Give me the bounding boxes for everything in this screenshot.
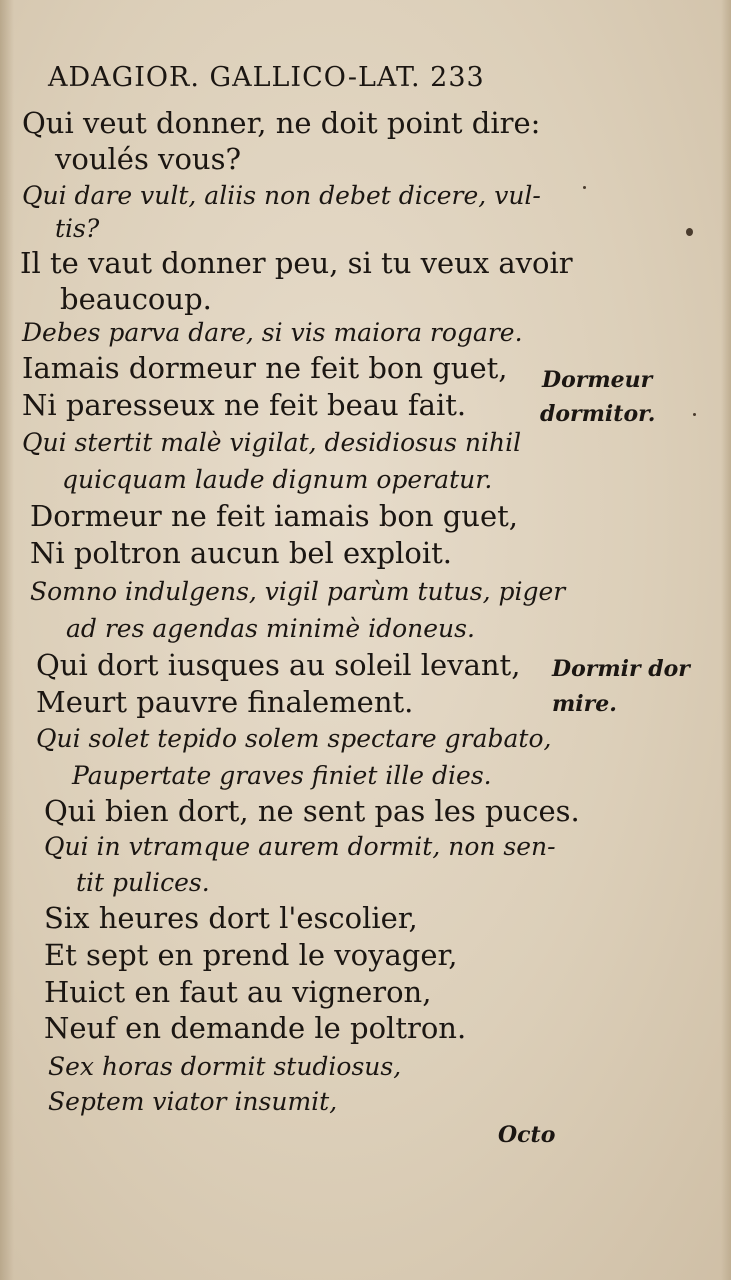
text-line: Six heures dort l'escolier,: [44, 901, 418, 935]
ink-speck: [693, 413, 696, 416]
text-line: Ni poltron aucun bel exploit.: [30, 536, 453, 570]
text-line: Neuf en demande le poltron.: [44, 1011, 467, 1045]
text-line: Paupertate graves finiet ille dies.: [72, 761, 492, 790]
page-edge-shadow-left: [0, 0, 14, 1280]
text-line: Dormeur ne feit iamais bon guet,: [30, 499, 519, 533]
text-line: Il te vaut donner peu, si tu veux avoir: [20, 246, 573, 280]
text-line: Iamais dormeur ne feit bon guet,: [22, 351, 508, 385]
text-line: Qui stertit malè vigilat, desidiosus nihil: [22, 428, 522, 457]
text-line: tit pulices.: [76, 868, 210, 897]
text-line: Qui in vtramque aurem dormit, non sen-: [44, 832, 556, 861]
text-line: Septem viator insumit,: [48, 1087, 338, 1116]
text-line: Et sept en prend le voyager,: [44, 938, 458, 972]
text-line: Huict en faut au vigneron,: [44, 975, 432, 1009]
text-line: Qui bien dort, ne sent pas les puces.: [44, 794, 580, 828]
text-line: Qui veut donner, ne doit point dire:: [22, 106, 541, 140]
text-line: Debes parva dare, si vis maiora rogare.: [22, 318, 523, 347]
text-line: tis?: [55, 214, 100, 243]
text-line: Somno indulgens, vigil parùm tutus, piger: [30, 577, 566, 606]
text-line: Qui dort iusques au soleil levant,: [36, 648, 521, 682]
catchword: Octo: [498, 1122, 556, 1148]
text-line: ad res agendas minimè idoneus.: [66, 614, 475, 643]
text-line: Ni paresseux ne feit beau fait.: [22, 388, 467, 422]
text-line: voulés vous?: [55, 142, 242, 176]
text-line: beaucoup.: [60, 282, 212, 316]
text-line: quicquam laude dignum operatur.: [62, 465, 493, 494]
margin-note: mire.: [552, 691, 617, 717]
ink-speck: [583, 186, 586, 189]
text-line: Meurt pauvre finalement.: [36, 685, 414, 719]
text-line: Qui solet tepido solem spectare grabato,: [36, 724, 552, 753]
page-edge-shadow-right: [721, 0, 731, 1280]
text-line: Qui dare vult, aliis non debet dicere, vul-: [22, 181, 541, 210]
margin-note: Dormeur: [542, 367, 653, 393]
running-header: ADAGIOR. GALLICO-LAT. 233: [48, 62, 485, 93]
text-line: Sex horas dormit studiosus,: [48, 1052, 402, 1081]
margin-note: Dormir dor: [552, 656, 690, 682]
ink-speck: [686, 228, 693, 236]
margin-note: dormitor.: [540, 401, 656, 427]
